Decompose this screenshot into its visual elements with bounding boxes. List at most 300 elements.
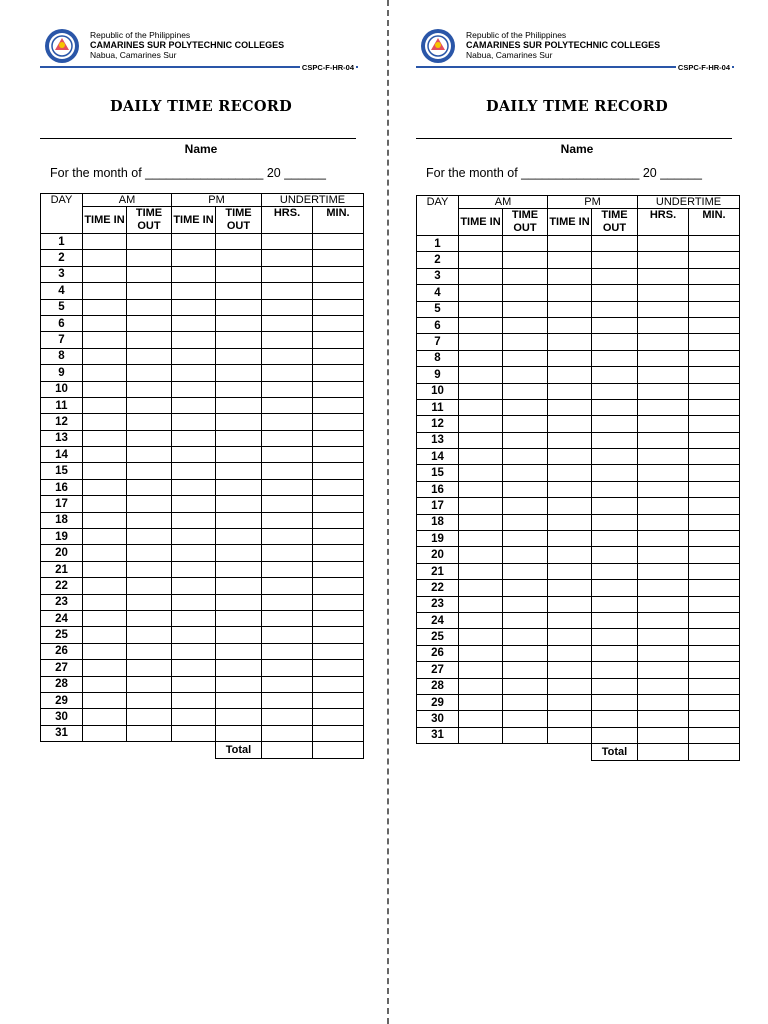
- undertime-hrs-cell[interactable]: [262, 692, 313, 708]
- pm-time-in-cell[interactable]: [548, 629, 592, 645]
- month-field[interactable]: For the month of _________________ 20 ______: [50, 166, 326, 180]
- pm-time-out-cell[interactable]: [216, 676, 262, 692]
- am-time-out-cell[interactable]: [503, 481, 548, 497]
- pm-time-out-cell[interactable]: [216, 447, 262, 463]
- undertime-min-cell[interactable]: [689, 498, 740, 514]
- pm-time-out-cell[interactable]: [216, 725, 262, 741]
- undertime-min-cell[interactable]: [689, 629, 740, 645]
- pm-time-in-cell[interactable]: [548, 612, 592, 628]
- pm-time-in-cell[interactable]: [172, 430, 216, 446]
- undertime-hrs-cell[interactable]: [262, 397, 313, 413]
- pm-time-out-cell[interactable]: [216, 250, 262, 266]
- am-time-in-cell[interactable]: [459, 432, 503, 448]
- undertime-min-cell[interactable]: [313, 660, 364, 676]
- undertime-min-cell[interactable]: [313, 610, 364, 626]
- pm-time-out-cell[interactable]: [216, 660, 262, 676]
- am-time-in-cell[interactable]: [459, 383, 503, 399]
- am-time-in-cell[interactable]: [459, 645, 503, 661]
- undertime-hrs-cell[interactable]: [262, 578, 313, 594]
- pm-time-out-cell[interactable]: [592, 645, 638, 661]
- pm-time-out-cell[interactable]: [216, 610, 262, 626]
- am-time-out-cell[interactable]: [127, 676, 172, 692]
- am-time-out-cell[interactable]: [127, 447, 172, 463]
- am-time-out-cell[interactable]: [127, 397, 172, 413]
- am-time-in-cell[interactable]: [459, 727, 503, 743]
- am-time-out-cell[interactable]: [127, 250, 172, 266]
- undertime-hrs-cell[interactable]: [638, 547, 689, 563]
- pm-time-out-cell[interactable]: [216, 381, 262, 397]
- undertime-min-cell[interactable]: [313, 414, 364, 430]
- pm-time-out-cell[interactable]: [592, 727, 638, 743]
- undertime-hrs-cell[interactable]: [638, 367, 689, 383]
- undertime-min-cell[interactable]: [689, 334, 740, 350]
- pm-time-in-cell[interactable]: [172, 397, 216, 413]
- am-time-out-cell[interactable]: [127, 365, 172, 381]
- am-time-in-cell[interactable]: [83, 660, 127, 676]
- am-time-out-cell[interactable]: [503, 350, 548, 366]
- am-time-out-cell[interactable]: [503, 662, 548, 678]
- pm-time-out-cell[interactable]: [592, 432, 638, 448]
- undertime-min-cell[interactable]: [313, 315, 364, 331]
- undertime-hrs-cell[interactable]: [262, 365, 313, 381]
- pm-time-in-cell[interactable]: [548, 432, 592, 448]
- pm-time-in-cell[interactable]: [172, 725, 216, 741]
- am-time-out-cell[interactable]: [503, 367, 548, 383]
- undertime-min-cell[interactable]: [313, 397, 364, 413]
- am-time-out-cell[interactable]: [503, 645, 548, 661]
- pm-time-out-cell[interactable]: [592, 285, 638, 301]
- pm-time-in-cell[interactable]: [172, 660, 216, 676]
- am-time-in-cell[interactable]: [83, 692, 127, 708]
- undertime-min-cell[interactable]: [313, 266, 364, 282]
- undertime-hrs-cell[interactable]: [638, 399, 689, 415]
- undertime-min-cell[interactable]: [689, 252, 740, 268]
- undertime-hrs-cell[interactable]: [262, 250, 313, 266]
- undertime-min-cell[interactable]: [689, 514, 740, 530]
- undertime-min-cell[interactable]: [313, 299, 364, 315]
- undertime-min-cell[interactable]: [313, 561, 364, 577]
- undertime-hrs-cell[interactable]: [638, 612, 689, 628]
- am-time-out-cell[interactable]: [127, 594, 172, 610]
- pm-time-in-cell[interactable]: [548, 399, 592, 415]
- pm-time-in-cell[interactable]: [172, 529, 216, 545]
- undertime-min-cell[interactable]: [689, 563, 740, 579]
- am-time-in-cell[interactable]: [459, 285, 503, 301]
- undertime-hrs-cell[interactable]: [262, 348, 313, 364]
- am-time-in-cell[interactable]: [83, 447, 127, 463]
- am-time-in-cell[interactable]: [459, 481, 503, 497]
- undertime-min-cell[interactable]: [313, 479, 364, 495]
- pm-time-in-cell[interactable]: [172, 332, 216, 348]
- pm-time-out-cell[interactable]: [216, 430, 262, 446]
- pm-time-in-cell[interactable]: [172, 578, 216, 594]
- am-time-out-cell[interactable]: [127, 692, 172, 708]
- am-time-out-cell[interactable]: [503, 449, 548, 465]
- am-time-in-cell[interactable]: [83, 234, 127, 250]
- undertime-hrs-cell[interactable]: [638, 465, 689, 481]
- pm-time-in-cell[interactable]: [172, 463, 216, 479]
- am-time-in-cell[interactable]: [459, 252, 503, 268]
- am-time-out-cell[interactable]: [127, 578, 172, 594]
- pm-time-out-cell[interactable]: [216, 561, 262, 577]
- undertime-min-cell[interactable]: [689, 645, 740, 661]
- am-time-in-cell[interactable]: [83, 627, 127, 643]
- pm-time-in-cell[interactable]: [172, 447, 216, 463]
- pm-time-in-cell[interactable]: [172, 643, 216, 659]
- undertime-min-cell[interactable]: [689, 662, 740, 678]
- pm-time-in-cell[interactable]: [172, 250, 216, 266]
- pm-time-out-cell[interactable]: [216, 529, 262, 545]
- undertime-hrs-cell[interactable]: [262, 643, 313, 659]
- pm-time-out-cell[interactable]: [592, 596, 638, 612]
- am-time-out-cell[interactable]: [127, 266, 172, 282]
- am-time-out-cell[interactable]: [503, 268, 548, 284]
- pm-time-in-cell[interactable]: [172, 315, 216, 331]
- total-hrs-cell[interactable]: [262, 742, 313, 759]
- am-time-out-cell[interactable]: [503, 694, 548, 710]
- pm-time-in-cell[interactable]: [172, 496, 216, 512]
- undertime-min-cell[interactable]: [689, 727, 740, 743]
- pm-time-out-cell[interactable]: [592, 317, 638, 333]
- pm-time-in-cell[interactable]: [548, 662, 592, 678]
- undertime-hrs-cell[interactable]: [638, 596, 689, 612]
- pm-time-out-cell[interactable]: [216, 545, 262, 561]
- pm-time-in-cell[interactable]: [172, 234, 216, 250]
- am-time-in-cell[interactable]: [83, 315, 127, 331]
- am-time-in-cell[interactable]: [459, 399, 503, 415]
- am-time-in-cell[interactable]: [83, 299, 127, 315]
- pm-time-in-cell[interactable]: [172, 348, 216, 364]
- am-time-out-cell[interactable]: [127, 332, 172, 348]
- undertime-hrs-cell[interactable]: [262, 315, 313, 331]
- am-time-in-cell[interactable]: [83, 610, 127, 626]
- am-time-in-cell[interactable]: [83, 430, 127, 446]
- undertime-hrs-cell[interactable]: [638, 236, 689, 252]
- pm-time-in-cell[interactable]: [548, 367, 592, 383]
- undertime-min-cell[interactable]: [313, 692, 364, 708]
- am-time-out-cell[interactable]: [503, 236, 548, 252]
- undertime-hrs-cell[interactable]: [638, 563, 689, 579]
- pm-time-out-cell[interactable]: [592, 580, 638, 596]
- undertime-min-cell[interactable]: [313, 250, 364, 266]
- pm-time-in-cell[interactable]: [548, 268, 592, 284]
- undertime-hrs-cell[interactable]: [262, 266, 313, 282]
- am-time-out-cell[interactable]: [127, 725, 172, 741]
- undertime-hrs-cell[interactable]: [262, 512, 313, 528]
- undertime-min-cell[interactable]: [689, 531, 740, 547]
- pm-time-in-cell[interactable]: [548, 711, 592, 727]
- total-hrs-cell[interactable]: [638, 744, 689, 761]
- pm-time-out-cell[interactable]: [592, 350, 638, 366]
- pm-time-out-cell[interactable]: [592, 252, 638, 268]
- undertime-min-cell[interactable]: [313, 348, 364, 364]
- am-time-in-cell[interactable]: [83, 348, 127, 364]
- pm-time-out-cell[interactable]: [216, 643, 262, 659]
- pm-time-in-cell[interactable]: [548, 694, 592, 710]
- pm-time-out-cell[interactable]: [216, 299, 262, 315]
- pm-time-out-cell[interactable]: [592, 334, 638, 350]
- pm-time-out-cell[interactable]: [216, 397, 262, 413]
- undertime-hrs-cell[interactable]: [262, 283, 313, 299]
- am-time-out-cell[interactable]: [127, 315, 172, 331]
- undertime-min-cell[interactable]: [313, 594, 364, 610]
- undertime-min-cell[interactable]: [313, 643, 364, 659]
- pm-time-out-cell[interactable]: [592, 662, 638, 678]
- undertime-hrs-cell[interactable]: [262, 447, 313, 463]
- am-time-out-cell[interactable]: [503, 383, 548, 399]
- pm-time-in-cell[interactable]: [548, 531, 592, 547]
- undertime-min-cell[interactable]: [689, 481, 740, 497]
- am-time-out-cell[interactable]: [127, 299, 172, 315]
- am-time-in-cell[interactable]: [83, 496, 127, 512]
- pm-time-out-cell[interactable]: [592, 449, 638, 465]
- pm-time-out-cell[interactable]: [592, 514, 638, 530]
- pm-time-in-cell[interactable]: [172, 610, 216, 626]
- pm-time-out-cell[interactable]: [216, 234, 262, 250]
- undertime-min-cell[interactable]: [689, 547, 740, 563]
- pm-time-in-cell[interactable]: [548, 449, 592, 465]
- undertime-min-cell[interactable]: [313, 725, 364, 741]
- undertime-min-cell[interactable]: [313, 447, 364, 463]
- undertime-min-cell[interactable]: [689, 317, 740, 333]
- am-time-in-cell[interactable]: [459, 465, 503, 481]
- am-time-in-cell[interactable]: [459, 612, 503, 628]
- am-time-out-cell[interactable]: [127, 479, 172, 495]
- pm-time-out-cell[interactable]: [216, 627, 262, 643]
- pm-time-out-cell[interactable]: [592, 563, 638, 579]
- pm-time-out-cell[interactable]: [592, 498, 638, 514]
- undertime-hrs-cell[interactable]: [638, 662, 689, 678]
- am-time-in-cell[interactable]: [83, 332, 127, 348]
- pm-time-out-cell[interactable]: [216, 692, 262, 708]
- pm-time-out-cell[interactable]: [216, 578, 262, 594]
- am-time-out-cell[interactable]: [503, 399, 548, 415]
- undertime-hrs-cell[interactable]: [262, 529, 313, 545]
- am-time-out-cell[interactable]: [503, 678, 548, 694]
- am-time-out-cell[interactable]: [503, 317, 548, 333]
- pm-time-out-cell[interactable]: [216, 348, 262, 364]
- am-time-out-cell[interactable]: [503, 498, 548, 514]
- undertime-hrs-cell[interactable]: [638, 481, 689, 497]
- am-time-out-cell[interactable]: [127, 561, 172, 577]
- undertime-hrs-cell[interactable]: [262, 660, 313, 676]
- month-field[interactable]: For the month of _________________ 20 ______: [426, 166, 702, 180]
- am-time-in-cell[interactable]: [83, 545, 127, 561]
- undertime-min-cell[interactable]: [313, 676, 364, 692]
- pm-time-in-cell[interactable]: [172, 561, 216, 577]
- pm-time-out-cell[interactable]: [592, 301, 638, 317]
- undertime-min-cell[interactable]: [689, 432, 740, 448]
- am-time-out-cell[interactable]: [127, 381, 172, 397]
- pm-time-out-cell[interactable]: [592, 678, 638, 694]
- undertime-hrs-cell[interactable]: [262, 594, 313, 610]
- undertime-min-cell[interactable]: [313, 578, 364, 594]
- am-time-in-cell[interactable]: [459, 629, 503, 645]
- am-time-in-cell[interactable]: [83, 250, 127, 266]
- pm-time-in-cell[interactable]: [172, 676, 216, 692]
- undertime-hrs-cell[interactable]: [638, 432, 689, 448]
- undertime-hrs-cell[interactable]: [262, 725, 313, 741]
- undertime-min-cell[interactable]: [689, 301, 740, 317]
- am-time-in-cell[interactable]: [459, 334, 503, 350]
- pm-time-in-cell[interactable]: [548, 301, 592, 317]
- pm-time-in-cell[interactable]: [548, 481, 592, 497]
- pm-time-in-cell[interactable]: [172, 299, 216, 315]
- undertime-min-cell[interactable]: [689, 350, 740, 366]
- am-time-in-cell[interactable]: [459, 694, 503, 710]
- undertime-hrs-cell[interactable]: [638, 711, 689, 727]
- am-time-in-cell[interactable]: [459, 662, 503, 678]
- pm-time-out-cell[interactable]: [592, 416, 638, 432]
- undertime-hrs-cell[interactable]: [262, 414, 313, 430]
- pm-time-out-cell[interactable]: [592, 236, 638, 252]
- undertime-hrs-cell[interactable]: [262, 299, 313, 315]
- am-time-in-cell[interactable]: [83, 512, 127, 528]
- pm-time-out-cell[interactable]: [592, 612, 638, 628]
- pm-time-out-cell[interactable]: [592, 268, 638, 284]
- undertime-hrs-cell[interactable]: [638, 416, 689, 432]
- pm-time-out-cell[interactable]: [216, 332, 262, 348]
- undertime-hrs-cell[interactable]: [262, 627, 313, 643]
- pm-time-out-cell[interactable]: [216, 512, 262, 528]
- am-time-out-cell[interactable]: [503, 711, 548, 727]
- am-time-in-cell[interactable]: [83, 414, 127, 430]
- undertime-min-cell[interactable]: [313, 463, 364, 479]
- am-time-out-cell[interactable]: [503, 301, 548, 317]
- name-line[interactable]: [416, 138, 732, 139]
- undertime-min-cell[interactable]: [313, 381, 364, 397]
- am-time-in-cell[interactable]: [459, 416, 503, 432]
- am-time-out-cell[interactable]: [503, 547, 548, 563]
- pm-time-in-cell[interactable]: [548, 678, 592, 694]
- undertime-hrs-cell[interactable]: [638, 629, 689, 645]
- am-time-out-cell[interactable]: [503, 334, 548, 350]
- am-time-out-cell[interactable]: [503, 514, 548, 530]
- undertime-min-cell[interactable]: [313, 529, 364, 545]
- undertime-hrs-cell[interactable]: [638, 285, 689, 301]
- undertime-min-cell[interactable]: [689, 268, 740, 284]
- am-time-out-cell[interactable]: [127, 709, 172, 725]
- undertime-min-cell[interactable]: [313, 545, 364, 561]
- am-time-in-cell[interactable]: [83, 725, 127, 741]
- undertime-hrs-cell[interactable]: [262, 610, 313, 626]
- am-time-in-cell[interactable]: [459, 514, 503, 530]
- pm-time-out-cell[interactable]: [592, 547, 638, 563]
- am-time-out-cell[interactable]: [503, 416, 548, 432]
- am-time-in-cell[interactable]: [459, 268, 503, 284]
- undertime-hrs-cell[interactable]: [262, 545, 313, 561]
- am-time-out-cell[interactable]: [503, 629, 548, 645]
- undertime-min-cell[interactable]: [689, 383, 740, 399]
- pm-time-out-cell[interactable]: [216, 414, 262, 430]
- pm-time-in-cell[interactable]: [548, 514, 592, 530]
- am-time-in-cell[interactable]: [459, 301, 503, 317]
- pm-time-out-cell[interactable]: [592, 367, 638, 383]
- am-time-out-cell[interactable]: [503, 285, 548, 301]
- am-time-out-cell[interactable]: [127, 545, 172, 561]
- am-time-in-cell[interactable]: [459, 531, 503, 547]
- am-time-out-cell[interactable]: [503, 580, 548, 596]
- am-time-out-cell[interactable]: [127, 348, 172, 364]
- pm-time-in-cell[interactable]: [172, 266, 216, 282]
- undertime-min-cell[interactable]: [689, 399, 740, 415]
- pm-time-in-cell[interactable]: [172, 627, 216, 643]
- am-time-in-cell[interactable]: [459, 580, 503, 596]
- undertime-hrs-cell[interactable]: [638, 334, 689, 350]
- undertime-hrs-cell[interactable]: [638, 301, 689, 317]
- pm-time-in-cell[interactable]: [548, 645, 592, 661]
- undertime-min-cell[interactable]: [313, 365, 364, 381]
- pm-time-out-cell[interactable]: [216, 266, 262, 282]
- undertime-hrs-cell[interactable]: [638, 268, 689, 284]
- undertime-min-cell[interactable]: [689, 596, 740, 612]
- undertime-hrs-cell[interactable]: [262, 463, 313, 479]
- am-time-in-cell[interactable]: [459, 317, 503, 333]
- undertime-hrs-cell[interactable]: [638, 694, 689, 710]
- am-time-out-cell[interactable]: [503, 563, 548, 579]
- am-time-in-cell[interactable]: [459, 350, 503, 366]
- undertime-min-cell[interactable]: [689, 694, 740, 710]
- undertime-hrs-cell[interactable]: [638, 580, 689, 596]
- undertime-hrs-cell[interactable]: [262, 479, 313, 495]
- pm-time-in-cell[interactable]: [548, 350, 592, 366]
- name-line[interactable]: [40, 138, 356, 139]
- pm-time-in-cell[interactable]: [548, 416, 592, 432]
- undertime-min-cell[interactable]: [313, 512, 364, 528]
- undertime-min-cell[interactable]: [313, 234, 364, 250]
- am-time-out-cell[interactable]: [127, 512, 172, 528]
- am-time-out-cell[interactable]: [127, 529, 172, 545]
- pm-time-in-cell[interactable]: [548, 563, 592, 579]
- pm-time-in-cell[interactable]: [548, 334, 592, 350]
- undertime-hrs-cell[interactable]: [638, 645, 689, 661]
- pm-time-out-cell[interactable]: [216, 479, 262, 495]
- am-time-in-cell[interactable]: [459, 563, 503, 579]
- am-time-in-cell[interactable]: [459, 367, 503, 383]
- am-time-out-cell[interactable]: [127, 643, 172, 659]
- pm-time-in-cell[interactable]: [172, 479, 216, 495]
- pm-time-out-cell[interactable]: [592, 694, 638, 710]
- pm-time-in-cell[interactable]: [172, 512, 216, 528]
- am-time-out-cell[interactable]: [503, 727, 548, 743]
- am-time-in-cell[interactable]: [459, 596, 503, 612]
- pm-time-out-cell[interactable]: [216, 365, 262, 381]
- pm-time-out-cell[interactable]: [216, 463, 262, 479]
- pm-time-out-cell[interactable]: [592, 399, 638, 415]
- am-time-out-cell[interactable]: [127, 430, 172, 446]
- am-time-in-cell[interactable]: [459, 711, 503, 727]
- am-time-in-cell[interactable]: [459, 678, 503, 694]
- pm-time-in-cell[interactable]: [172, 709, 216, 725]
- undertime-hrs-cell[interactable]: [638, 514, 689, 530]
- undertime-hrs-cell[interactable]: [262, 234, 313, 250]
- undertime-hrs-cell[interactable]: [638, 727, 689, 743]
- am-time-out-cell[interactable]: [503, 612, 548, 628]
- am-time-out-cell[interactable]: [127, 660, 172, 676]
- undertime-hrs-cell[interactable]: [638, 252, 689, 268]
- undertime-min-cell[interactable]: [689, 678, 740, 694]
- am-time-out-cell[interactable]: [127, 234, 172, 250]
- am-time-in-cell[interactable]: [459, 547, 503, 563]
- am-time-out-cell[interactable]: [127, 610, 172, 626]
- pm-time-in-cell[interactable]: [548, 596, 592, 612]
- am-time-out-cell[interactable]: [127, 414, 172, 430]
- pm-time-in-cell[interactable]: [548, 252, 592, 268]
- am-time-in-cell[interactable]: [459, 236, 503, 252]
- pm-time-in-cell[interactable]: [172, 545, 216, 561]
- am-time-out-cell[interactable]: [127, 496, 172, 512]
- undertime-min-cell[interactable]: [689, 236, 740, 252]
